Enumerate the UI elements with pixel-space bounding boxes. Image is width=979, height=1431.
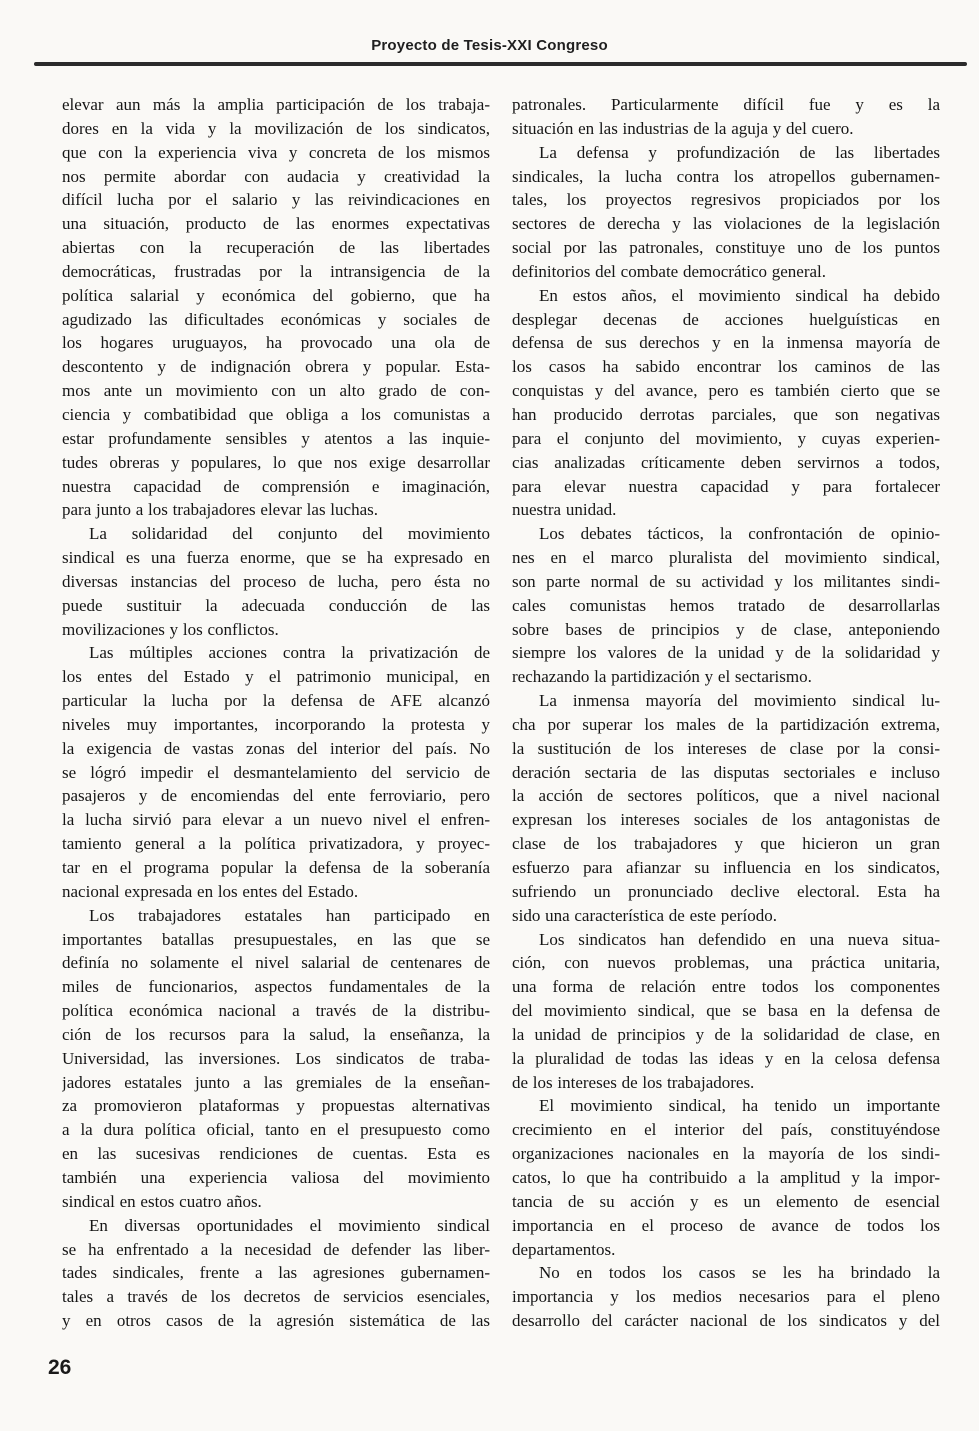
text-line: ción de los recursos para la salud, la enseñanza, la (62, 1024, 490, 1044)
text-line: sido una característica de este período. (512, 905, 777, 925)
text-line: y en otros casos de la agresión sistemática de las (62, 1311, 490, 1331)
text-line: social por las patronales, constituye uno de los puntos (512, 238, 940, 258)
text-line: también una experiencia valiosa del movimiento (62, 1167, 490, 1187)
left-column (62, 93, 490, 1333)
text-line: Las múltiples acciones contra la privatización de (89, 643, 490, 663)
text-line: la pluralidad de todas las ideas y en la celosa defensa (512, 1048, 940, 1068)
text-line: que con la experiencia viva y concreta de los mismos (62, 142, 490, 162)
text-line: rechazando la partidización y el sectarismo. (512, 667, 812, 687)
text-line: particular la lucha por la defensa de AFE alcanzó (62, 691, 490, 711)
text-line: sindical en estos cuatro años. (62, 1191, 262, 1211)
text-line: En diversas oportunidades el movimiento sindical (89, 1215, 490, 1235)
text-line: En estos años, el movimiento sindical ha debido (539, 285, 940, 305)
text-line: estar profundamente sensibles y atentos a las inquie- (62, 428, 490, 448)
page-header-title: Proyecto de Tesis-XXI Congreso (371, 37, 608, 54)
text-line: los hogares uruguayos, ha provocado una ola de (62, 333, 490, 353)
text-line: desplegar decenas de acciones huelguísticas en (512, 309, 940, 329)
text-line: pasajeros y de encomiendas del ente ferroviario, pero (62, 786, 490, 806)
text-line: se ha enfrentado a la necesidad de defender las liber- (62, 1239, 490, 1259)
text-line: nuestra capacidad de comprensión e imaginación, (62, 476, 490, 496)
text-line: tales a través de los decretos de servicios esenciales, (62, 1287, 490, 1307)
text-line: nuestra unidad. (512, 500, 617, 520)
text-line: nacional expresada en los entes del Estado. (62, 881, 359, 901)
text-line: ciencia y combatibidad que obliga a los comunistas a (62, 404, 490, 424)
text-line: za promovieron plataformas y propuestas alternativas (62, 1096, 490, 1116)
text-line: esfuerzo para afianzar su influencia en los sindicatos, (512, 858, 940, 877)
text-line: jadores estatales junto a las gremiales de la enseñan- (62, 1072, 490, 1092)
text-line: patronales. Particularmente difícil fue y es la (512, 95, 940, 114)
text-line: diversas instancias del proceso de lucha, pero ésta no (62, 571, 490, 591)
text-line: tales, los proyectos regresivos propiciados por los (512, 190, 940, 210)
text-line: difícil lucha por el salario y las reivindicaciones en (62, 190, 490, 210)
text-line: los entes del Estado y el patrimonio municipal, en (62, 667, 490, 687)
text-line: en las sucesivas rendiciones de cuentas. Esta es (62, 1144, 490, 1164)
text-line: La solidaridad del conjunto del movimiento (89, 524, 490, 544)
text-line: puede sustituir la adecuada conducción de las (62, 595, 490, 615)
text-line: definía no solamente el nivel salarial de centenares de (62, 953, 490, 973)
text-line: Los trabajadores estatales han participado en (89, 905, 490, 925)
text-line: democráticas, frustradas por la intransigencia de la (62, 261, 490, 281)
right-column (512, 93, 940, 1333)
text-line: La inmensa mayoría del movimiento sindical lu- (539, 691, 940, 711)
text-line: sufriendo un pronunciado declive electoral. Esta ha (512, 881, 940, 901)
text-line: cha por superar los males de la partidización extrema, (512, 714, 940, 734)
text-line: política económica nacional a través de la distribu- (62, 1001, 490, 1021)
text-line: agudizado las dificultades económicas y sociales de (62, 309, 490, 329)
text-line: expresan los intereses sociales de los antagonistas de (512, 810, 940, 830)
text-line: tudes obreras y populares, lo que nos exige desarrollar (62, 452, 490, 472)
text-line: tar en el programa popular la defensa de la soberanía (62, 858, 490, 877)
text-line: sobre bases de principios y de clase, anteponiendo (512, 619, 940, 639)
text-line: sindical es una fuerza enorme, que se ha expresado en (62, 548, 490, 568)
text-line: son parte normal de su actividad y los militantes sindi- (512, 571, 940, 591)
text-line: desarrollo del carácter nacional de los sindicatos y del (512, 1311, 940, 1331)
text-line: organizaciones nacionales en la mayoría de los sindi- (512, 1144, 940, 1164)
text-line: sindicales, la lucha contra los atropellos gubernamen- (512, 166, 940, 186)
text-line: descontento y de indignación obrera y popular. Esta- (62, 357, 490, 377)
text-line: nes en el marco pluralista del movimiento sindical, (512, 548, 940, 568)
text-line: El movimiento sindical, ha tenido un importante (539, 1096, 940, 1116)
text-line: la sustitución de los intereses de clase por la consi- (512, 738, 940, 758)
header-rule (34, 62, 967, 66)
text-line: la unidad de principios y de la solidaridad de clase, en (512, 1024, 940, 1044)
text-line: dores en la vida y la movilización de los sindicatos, (62, 118, 490, 138)
text-line: definitorios del combate democrático general. (512, 261, 827, 281)
text-line: se lógró impedir el desmantelamiento del servicio de (62, 762, 490, 782)
text-line: movilizaciones y los conflictos. (62, 619, 279, 639)
text-line: ción, con nuevos problemas, una práctica unitaria, (512, 953, 940, 973)
page-number: 26 (48, 1356, 72, 1379)
text-line: para el conjunto del movimiento, y cuyas experien- (512, 428, 940, 448)
text-line: niveles muy importantes, incorporando la protesta y (62, 714, 490, 734)
text-line: conquistas y del avance, pero es también cierto que se (512, 381, 940, 401)
text-line: la lucha sirvió para elevar a un nuevo nivel el enfren- (62, 810, 490, 830)
text-line: catos, lo que ha contribuido a la amplitud y la impor- (512, 1167, 940, 1187)
text-line: deración sectaria de las disputas sectoriales e incluso (512, 762, 940, 782)
text-line: No en todos los casos se les ha brindado la (539, 1263, 940, 1283)
text-line: situación en las industrias de la aguja y del cuero. (512, 118, 854, 138)
text-line: la exigencia de vastas zonas del interior del país. No (62, 738, 490, 758)
text-line: Los debates tácticos, la confrontación de opinio- (539, 524, 940, 544)
text-line: mos ante un movimiento con un alto grado de con- (62, 381, 490, 401)
text-line: Los sindicatos han defendido en una nueva situa- (539, 929, 940, 949)
text-line: han producido derrotas parciales, que son negativas (512, 404, 940, 424)
text-line: cales comunistas hemos tratado de desarrollarlas (512, 595, 940, 615)
text-line: nos permite abordar con audacia y creatividad la (62, 166, 490, 186)
text-line: importancia en el proceso de avance de todos los (512, 1215, 940, 1235)
text-line: importantes batallas presupuestales, en las que se (62, 929, 490, 949)
text-line: defensa de sus derechos y en la inmensa mayoría de (512, 333, 940, 353)
text-line: crecimiento en el interior del país, constituyéndose (512, 1120, 940, 1140)
text-line: la acción de sectores políticos, que a nivel nacional (512, 786, 940, 806)
text-line: una forma de relación entre todos los componentes (512, 977, 940, 997)
text-line: de los intereses de los trabajadores. (512, 1072, 755, 1092)
text-line: tancia de su acción y es un elemento de esencial (512, 1191, 940, 1211)
text-line: elevar aun más la amplia participación de los trabaja- (62, 95, 490, 114)
text-line: una situación, producto de las enormes expectativas (62, 214, 490, 234)
text-line: para elevar nuestra capacidad y para fortalecer (512, 476, 940, 496)
text-line: sectores de derecha y las violaciones de la legislación (512, 214, 940, 234)
text-line: los casos ha sabido encontrar los caminos de las (512, 357, 940, 377)
text-line: Universidad, las inversiones. Los sindicatos de traba- (62, 1048, 490, 1068)
text-line: importancia y los medios necesarios para el pleno (512, 1287, 940, 1307)
text-line: siempre los valores de la unidad y de la solidaridad y (512, 643, 940, 663)
text-line: tades sindicales, frente a las agresiones gubernamen- (62, 1263, 490, 1283)
text-line: miles de funcionarios, aspectos fundamentales de la (62, 977, 490, 997)
text-line: tamiento general a la política privatizadora, y proyec- (62, 834, 490, 854)
text-line: para junto a los trabajadores elevar las luchas. (62, 500, 378, 520)
text-line: a la dura política oficial, tanto en el presupuesto como (62, 1120, 490, 1140)
text-line: política salarial y económica del gobierno, que ha (62, 285, 490, 305)
text-line: abiertas con la recuperación de las libertades (62, 238, 490, 258)
text-line: cias analizadas críticamente deben servirnos a todos, (512, 452, 940, 472)
text-columns (62, 93, 940, 1333)
text-line: clase de los trabajadores y que hicieron un gran (512, 834, 940, 854)
text-line: del movimiento sindical, que se basa en la defensa de (512, 1001, 940, 1021)
text-line: La defensa y profundización de las libertades (539, 142, 940, 162)
text-line: departamentos. (512, 1239, 616, 1259)
